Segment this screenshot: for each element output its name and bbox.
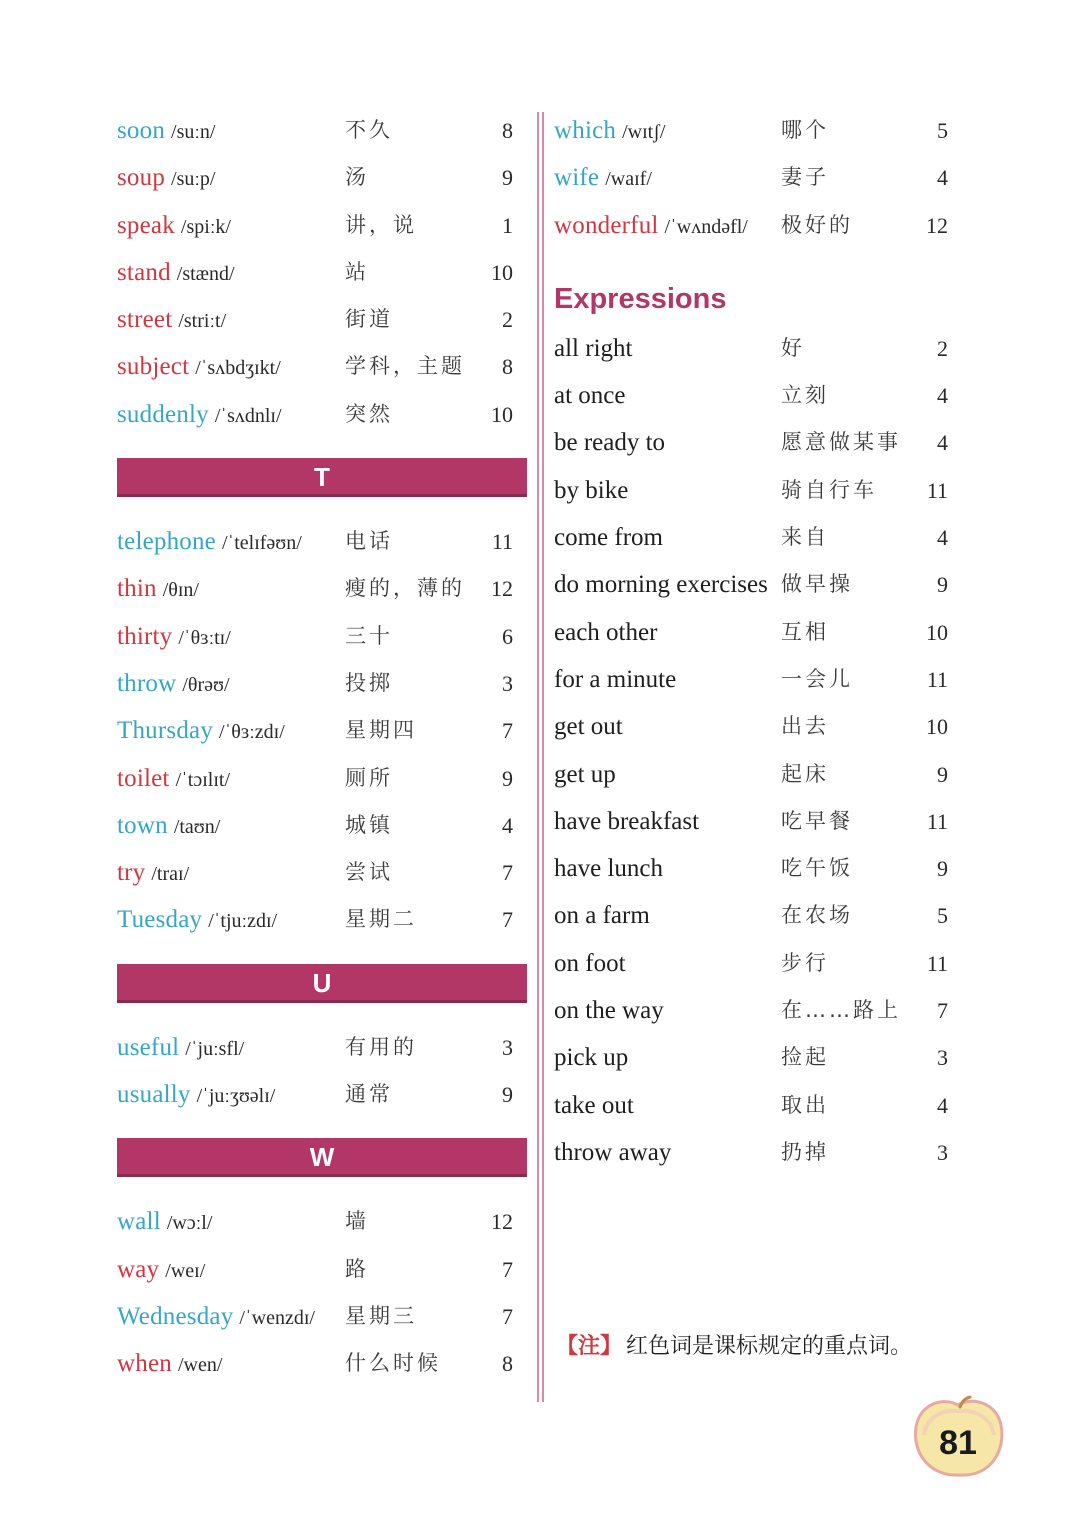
vocab-entry [117,1293,315,1342]
phonetic: /ˈsʌdnlɪ/ [214,404,282,427]
expression-row [554,325,954,372]
chinese-meaning: 妻子 [781,165,829,190]
unit-number: 8 [502,118,513,143]
unit-number: 9 [937,856,948,882]
unit-number: 4 [937,525,948,551]
vocab-row [117,1340,527,1387]
vocab-row [117,107,527,154]
vocab-word: suddenly [117,400,209,428]
unit-number: 7 [502,1256,513,1282]
expression-row [554,467,954,514]
unit-number: 12 [926,212,948,238]
vocab-list-w [117,1198,527,1387]
left-column [117,107,527,1388]
vocab-entry [554,202,748,251]
vocab-row [554,202,954,249]
vocab-row [117,249,527,296]
unit-number: 9 [502,1082,513,1108]
unit-number: 10 [926,619,948,645]
expression-phrase: all right [554,334,633,362]
expression-row [554,1129,954,1176]
vocab-word: try [117,859,146,887]
unit-number: 8 [502,1351,513,1377]
unit-number: 7 [937,998,948,1024]
phonetic: /wɪtʃ/ [622,121,666,143]
vocab-entry [117,518,302,567]
expressions-list [554,325,954,1176]
page-number-apple-icon [910,1395,1006,1479]
chinese-meaning: 极好的 [781,212,853,237]
chinese-meaning: 吃早餐 [781,808,853,833]
expression-phrase: for a minute [554,665,677,693]
chinese-meaning: 做早操 [781,572,853,597]
phonetic: /ˈtelɪfəʊn/ [221,532,302,555]
vocab-word: toilet [117,764,170,792]
chinese-meaning: 取出 [781,1092,829,1117]
vocab-entry [117,343,281,392]
expression-phrase: on the way [554,997,664,1025]
phonetic: /weɪ/ [165,1259,206,1282]
column-divider [542,112,544,1402]
phonetic: /suːn/ [171,121,216,143]
vocab-entry [117,849,189,898]
chinese-meaning: 起床 [781,761,829,786]
chinese-meaning: 不久 [345,118,393,142]
vocab-word: soon [117,117,166,144]
unit-number: 11 [491,529,513,555]
chinese-meaning: 通常 [345,1082,393,1107]
expression-row [554,656,954,703]
phonetic: /traɪ/ [151,863,190,886]
vocab-word: town [117,811,168,839]
vocab-row [117,296,527,343]
chinese-meaning: 突然 [345,401,393,426]
vocab-word: throw [117,669,177,697]
page-number: 81 [939,1424,977,1462]
chinese-meaning: 好 [781,335,805,360]
unit-number: 12 [491,576,513,602]
unit-number: 9 [937,572,948,598]
vocab-entry [554,154,652,203]
vocab-word: when [117,1350,172,1378]
chinese-meaning: 汤 [345,165,369,190]
letter-bar-u: U [117,964,527,1000]
expression-phrase: throw away [554,1138,672,1166]
chinese-meaning: 学科，主题 [345,354,465,379]
expression-phrase: on foot [554,949,626,977]
phonetic: /ˈjuːsfl/ [185,1037,245,1060]
vocab-entry [554,107,665,156]
unit-number: 3 [937,1045,948,1071]
vocab-word: street [117,306,173,334]
phonetic: /ˈjuːʒʊəlɪ/ [196,1085,276,1108]
vocab-entry [117,1246,205,1295]
vocab-row [117,154,527,201]
unit-number: 11 [926,666,948,692]
vocab-row [117,896,527,943]
expression-phrase: come from [554,524,663,552]
chinese-meaning: 星期四 [345,718,417,743]
vocab-row [117,565,527,612]
vocab-row [117,343,527,390]
chinese-meaning: 墙 [345,1209,369,1234]
vocab-entry [117,1071,275,1120]
phonetic: /wen/ [177,1354,223,1377]
vocab-entry [117,802,220,851]
chinese-meaning: 站 [345,259,369,284]
unit-number: 2 [937,335,948,361]
unit-number: 7 [502,1303,513,1329]
vocab-row [117,660,527,707]
unit-number: 10 [926,714,948,740]
unit-number: 4 [937,430,948,456]
unit-number: 8 [502,354,513,380]
vocab-row [117,802,527,849]
vocab-row [117,613,527,660]
phonetic: /ˈwʌndəfl/ [664,215,748,238]
unit-number: 11 [926,477,948,503]
vocab-word: which [554,117,617,144]
chinese-meaning: 互相 [781,619,829,644]
vocab-entry [117,1340,222,1389]
chinese-meaning: 捡起 [781,1045,829,1070]
chinese-meaning: 在农场 [781,903,853,928]
expression-row [554,561,954,608]
expression-phrase: get out [554,713,623,741]
vocab-word: Thursday [117,717,214,745]
vocab-row [117,707,527,754]
vocab-word: Tuesday [117,906,203,934]
unit-number: 9 [937,761,948,787]
vocab-entry [117,249,235,298]
vocab-word: way [117,1255,160,1283]
vocab-row [117,1246,527,1293]
chinese-meaning: 厕所 [345,765,393,790]
vocab-row [117,1198,527,1245]
vocab-entry [117,1198,212,1247]
vocab-row [117,849,527,896]
chinese-meaning: 投掷 [345,670,393,695]
chinese-meaning: 星期三 [345,1303,417,1328]
vocab-word: useful [117,1033,180,1061]
phonetic: /striːt/ [178,310,227,333]
right-column [554,107,954,1176]
letter-bar-t: T [117,458,527,494]
vocab-word: subject [117,353,190,381]
expression-phrase: be ready to [554,429,666,457]
vocab-list-t [117,518,527,944]
vocab-entry [117,107,215,156]
expressions-heading: Expressions [554,282,727,315]
vocab-entry [117,202,231,251]
unit-number: 5 [937,118,948,143]
chinese-meaning: 三十 [345,623,393,648]
chinese-meaning: 在……路上 [781,998,901,1023]
expression-phrase: do morning exercises [554,571,768,599]
phonetic: /ˈtjuːzdɪ/ [208,910,278,933]
vocab-word: wall [117,1208,161,1236]
expression-phrase: get up [554,760,616,788]
unit-number: 3 [937,1139,948,1165]
vocab-word: thin [117,575,157,603]
unit-number: 4 [937,165,948,191]
unit-number: 5 [937,903,948,929]
chinese-meaning: 骑自行车 [781,477,877,502]
vocab-row [554,154,954,201]
chinese-meaning: 街道 [345,307,393,332]
vocab-row [117,1024,527,1071]
phonetic: /ˈθɜːtɪ/ [178,626,231,649]
expression-phrase: pick up [554,1044,629,1072]
expression-phrase: each other [554,618,658,646]
phonetic: /wɔːl/ [166,1212,213,1235]
chinese-meaning: 电话 [345,529,393,554]
unit-number: 9 [502,165,513,191]
vocab-word: wonderful [554,211,659,239]
chinese-meaning: 星期二 [345,907,417,932]
expression-phrase: at once [554,382,626,410]
footnote [556,1329,912,1360]
unit-number: 10 [491,401,513,427]
vocab-row [117,1071,527,1118]
vocab-entry [117,1024,244,1073]
unit-number: 3 [502,1034,513,1060]
chinese-meaning: 愿意做某事 [781,430,901,455]
vocab-entry [117,660,230,709]
expression-row [554,845,954,892]
vocab-entry [117,755,230,804]
phonetic: /θɪn/ [162,579,199,602]
expression-row [554,372,954,419]
vocab-word: soup [117,164,166,192]
phonetic: /waɪf/ [605,168,652,191]
vocab-entry [117,565,199,614]
vocab-word: Wednesday [117,1302,234,1330]
chinese-meaning: 步行 [781,950,829,975]
phonetic: /ˈwenzdɪ/ [239,1306,315,1329]
unit-number: 7 [502,907,513,933]
vocab-list-w-continued [554,107,954,249]
unit-number: 1 [502,212,513,238]
vocab-word: stand [117,258,171,286]
unit-number: 6 [502,623,513,649]
unit-number: 11 [926,950,948,976]
expression-row [554,514,954,561]
chinese-meaning: 扔掉 [781,1139,829,1164]
vocab-word: thirty [117,622,173,650]
chinese-meaning: 哪个 [781,118,829,142]
expression-row [554,419,954,466]
unit-number: 7 [502,718,513,744]
phonetic: /ˈtɔɪlɪt/ [175,768,231,791]
note-tag: 【注】 [556,1334,623,1359]
vocab-list-u [117,1024,527,1119]
vocab-row [117,202,527,249]
vocab-entry [117,391,282,440]
vocab-entry [117,154,215,203]
unit-number: 4 [937,1092,948,1118]
letter-bar-w: W [117,1138,527,1174]
chinese-meaning: 吃午饭 [781,856,853,881]
expression-row [554,1034,954,1081]
chinese-meaning: 路 [345,1256,369,1281]
expression-row [554,940,954,987]
expression-phrase: on a farm [554,902,650,930]
expression-phrase: have lunch [554,855,663,883]
phonetic: /ˈθɜːzdɪ/ [219,721,285,744]
phonetic: /ˈsʌbdʒɪkt/ [195,357,281,380]
vocab-word: usually [117,1081,191,1109]
vocab-entry [117,296,226,345]
expression-row [554,798,954,845]
chinese-meaning: 出去 [781,714,829,739]
unit-number: 9 [502,765,513,791]
phonetic: /taʊn/ [173,815,221,838]
phonetic: /θrəʊ/ [182,673,230,696]
phonetic: /suːp/ [171,168,216,191]
expression-row [554,1082,954,1129]
chinese-meaning: 立刻 [781,383,829,408]
unit-number: 4 [937,383,948,409]
unit-number: 12 [491,1209,513,1235]
chinese-meaning: 来自 [781,525,829,550]
vocab-entry [117,896,277,945]
chinese-meaning: 一会儿 [781,666,853,691]
expression-row [554,892,954,939]
chinese-meaning: 讲，说 [345,212,417,237]
chinese-meaning: 尝试 [345,860,393,885]
chinese-meaning: 瘦的，薄的 [345,576,465,601]
phonetic: /spiːk/ [180,215,231,238]
column-divider [537,112,539,1402]
expression-row [554,703,954,750]
unit-number: 3 [502,670,513,696]
expression-row [554,751,954,798]
unit-number: 11 [926,808,948,834]
vocab-entry [117,613,231,662]
phonetic: /stænd/ [176,262,235,285]
note-text: 红色词是课标规定的重点词。 [626,1334,913,1359]
unit-number: 2 [502,307,513,333]
expression-phrase: by bike [554,476,629,504]
vocab-row [117,1293,527,1340]
unit-number: 4 [502,812,513,838]
chinese-meaning: 有用的 [345,1034,417,1059]
vocab-word: speak [117,211,175,239]
expression-row [554,987,954,1034]
unit-number: 7 [502,860,513,886]
vocab-entry [117,707,285,756]
expression-row [554,609,954,656]
expression-phrase: take out [554,1091,634,1119]
chinese-meaning: 什么时候 [345,1351,441,1376]
expression-phrase: have breakfast [554,807,700,835]
vocab-row [117,518,527,565]
vocab-word: wife [554,164,600,192]
vocab-row [554,107,954,154]
vocab-row [117,391,527,438]
vocab-word: telephone [117,528,216,556]
vocab-list-s [117,107,527,438]
chinese-meaning: 城镇 [345,812,393,837]
vocab-row [117,755,527,802]
unit-number: 10 [491,259,513,285]
